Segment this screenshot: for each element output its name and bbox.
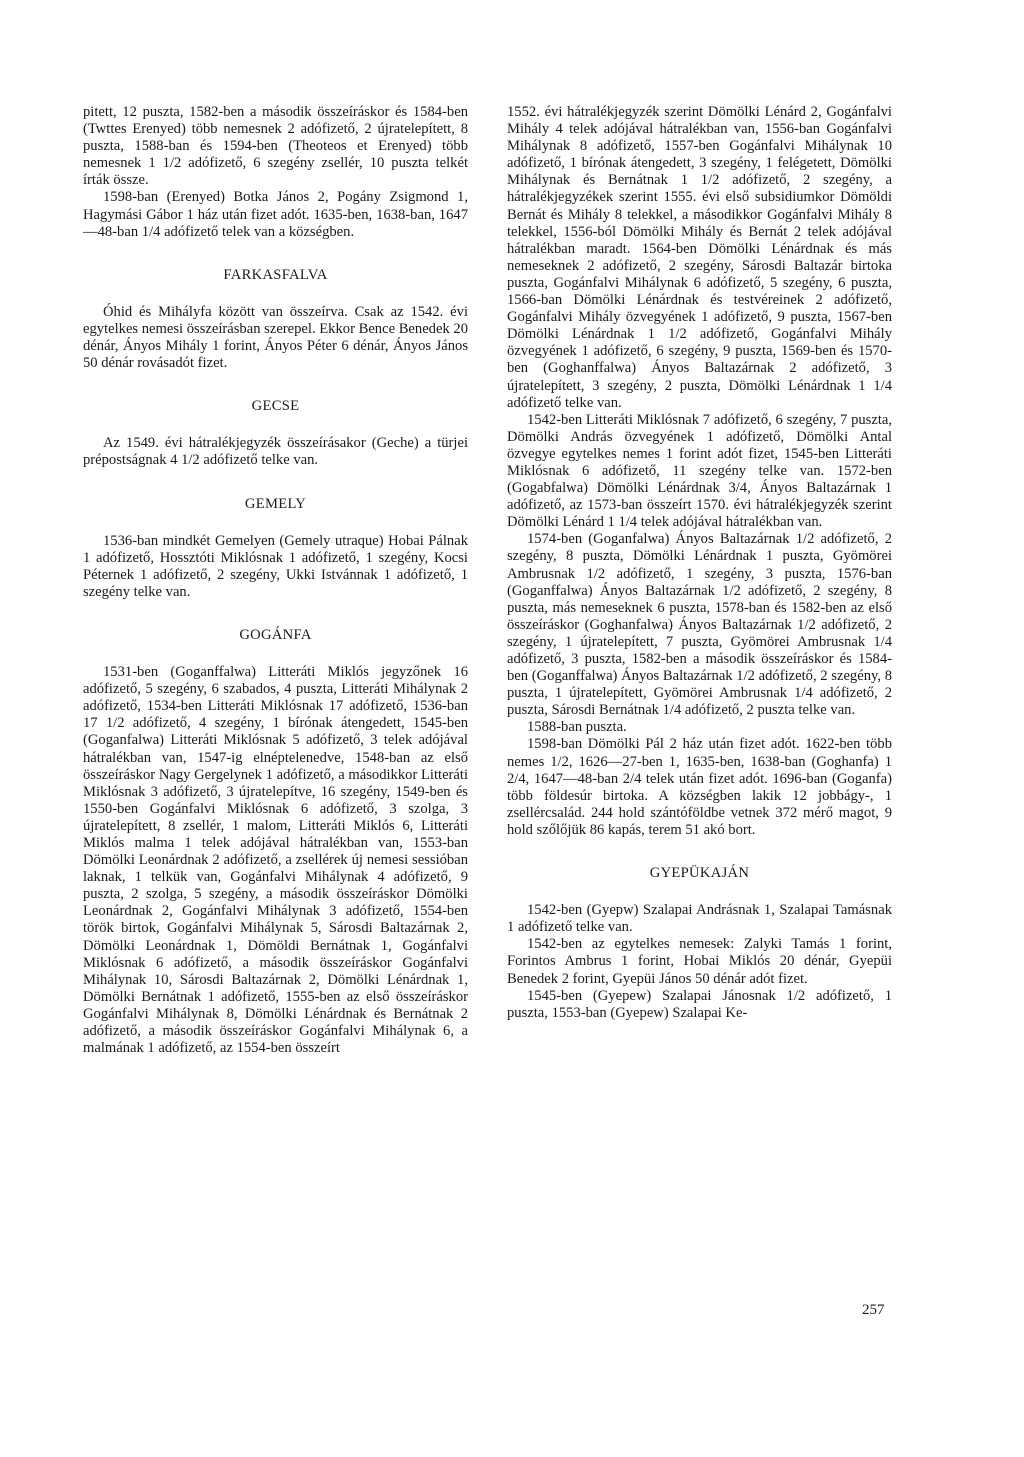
section-heading-gyepukajan: GYEPÜKAJÁN [649, 865, 750, 882]
paragraph: 1536-ban mindkét Gemelyen (Gemely utraque) Hobai Pálnak 1 adófizető, Hossztóti Miklósnak 1 adófizető, 1 szegény, Kocsi Péternek 1 adófizető, 2 szegény, Ukki Istvánnak 1 adófizető, 1 szegény telke van. [83, 532, 468, 600]
paragraph: 1531-ben (Goganffalwa) Litteráti Miklós jegyzőnek 16 adófizető, 5 szegény, 6 szabados, 4 puszta, Litteráti Mihálynak 2 adófizető, 1534-ben Litteráti Miklósnak 17 adófizető, 1536-ban 17 1/2 adófizető, 4 szegény, 1 bírónak átengedett, 1545-ben (Goganfalwa) Litteráti Miklósnak 5 adófizető, 3 telek adójával hátralékban van, 1547-ig elnéptelenedve, 1548-ban az első összeíráskor Nagy Gergelynek 1 adófizető, a másodikkor Litteráti Miklósnak 3 adófizető, 3 újratelepítve, 16 szegény, 1549-ben és 1550-ben Gogánfalvi Miklósnak 6 adófizető, 3 szolga, 3 újratelepített, 8 zsellér, 1 malom, Litteráti Miklós 6, Litteráti Miklós malma 1 telek adójával hátralékban van, 1553-ban Dömölki Leonárdnak 2 adófizető, a zsellérek új nemesi sessióban laknak, 1 telkük van, Gogánfalvi Mihálynak 4 adófizető, 9 puszta, 2 szolga, 5 szegény, a második összeíráskor Dömölki Leonárdnak 2, Gogánfalvi Mihálynak 3 adófizető, 1554-ben török birtok, Gogánfalvi Mihálynak 5, Sárosdi Baltazárnak 2, Dömölki Leonárdnak 1, Dömöldi Bernátnak 1, Gogánfalvi Miklósnak 6 adófizető, a második összeíráskor Gogánfalvi Mihálynak 10, Sárosdi Baltazárnak 2, Dömölki Lénárdnak 1, Dömölki Bernátnak 1 adófizető, 1555-ben az első összeíráskor Gogánfalvi Mihálynak 8, Dömölki Lénárdnak és Bernátnak 2 adófizető, a második összeíráskor Gogánfalvi Mihálynak 6, a malmának 1 adófizető, az 1554-ben összeírt [83, 664, 468, 1057]
paragraph: Óhid és Mihályfa között van összeírva. Csak az 1542. évi egytelkes nemesi összeírásban szerepel. Ekkor Bence Benedek 20 dénár, Ányos Mihály 1 forint, Ányos Péter 6 dénár, Ányos János 50 dénár rovásadót fizet. [83, 303, 468, 372]
left-column [83, 104, 468, 1057]
right-column [507, 104, 892, 1022]
paragraph: 1542-ben az egytelkes nemesek: Zalyki Tamás 1 forint, Forintos Ambrus 1 forint, Hobai Miklós 20 dénár, Gyepüi Benedek 2 forint, Gyepüi János 50 dénár adót fizet. [507, 936, 892, 987]
paragraph: 1598-ban Dömölki Pál 2 ház után fizet adót. 1622-ben több nemes 1/2, 1626—27-ben 1, 1635-ben, 1638-ban (Goghanfa) 1 2/4, 1647—48-ban 2/4 telek után fizet adót. 1696-ban (Goganfa) több földesúr birtoka. A községben lakik 12 jobbágy-, 1 zsellércsalád. 244 hold szántóföldbe vetnek 372 mérő magot, 9 hold szőlőjük 86 kapás, terem 51 akó bort. [507, 736, 892, 838]
paragraph: 1552. évi hátralékjegyzék szerint Dömölki Lénárd 2, Gogánfalvi Mihály 4 telek adójával hátralékban van, 1556-ban Gogánfalvi Mihálynak 8 adófizető, 1557-ben Gogánfalvi Mihálynak 10 adófizető, 1 bírónak átengedett, 3 szegény, 1 felégetett, Dömölki Mihálynak és Bernátnak 1 1/2 adófizető, 2 szegény, a hátralékjegyzékek szerint 1555. évi első subsidiumkor Dömöldi Bernát és Mihály 8 telekkel, a másodikkor Gogánfalvi Mihály 8 telekkel, 1556-ból Dömölki Mihály és Bernát 2 telek adójával hátralékban maradt. 1564-ben Dömölki Lénárdnak és más nemeseknek 2 adófizető, 2 szegény, Sárosdi Baltazár birtoka puszta, Gogánfalvi Mihálynak 6 adófizető, 5 szegény, 6 puszta, 1566-ban Dömölki Lénárdnak és testvéreinek 2 adófizető, Gogánfalvi Mihály özvegyének 1 adófizető, 9 puszta, 1567-ben Dömölki Lénárdnak 1 1/2 adófizető, Gogánfalvi Mihály özvegyének 1 adófizető, 6 szegény, 9 puszta, 1569-ben és 1570-ben (Goghanffalwa) Ányos Baltazárnak 2 adófizető, 3 újratelepített, 3 szegény, 2 puszta, Dömölki Lénárdnak 1 1/4 adófizető telke van. [507, 104, 892, 411]
section-heading-gemely: GEMELY [244, 495, 307, 512]
paragraph: Az 1549. évi hátralékjegyzék összeírásakor (Geche) a türjei prépostságnak 4 1/2 adófizető telke van. [83, 435, 468, 469]
page-number: 257 [862, 1302, 885, 1318]
paragraph: 1588-ban puszta. [527, 719, 627, 736]
section-heading-farkasfalva: FARKASFALVA [223, 266, 328, 283]
paragraph: 1598-ban (Erenyed) Botka János 2, Pogány Zsigmond 1, Hagymási Gábor 1 ház után fizet adót. 1635-ben, 1638-ban, 1647—48-ban 1/4 adófizető telek van a községben. [83, 189, 468, 240]
section-heading-goganfa: GOGÁNFA [239, 626, 312, 643]
paragraph: pitett, 12 puszta, 1582-ben a második összeíráskor és 1584-ben (Twttes Erenyed) több nemesnek 2 adófizető, 2 újratelepített, 8 puszta, 1588-ban és 1594-ben (Theoteos et Erenyed) több nemesnek 1 1/2 adófizető, 6 szegény zsellér, 10 puszta telkét írták össze. [83, 104, 468, 189]
paragraph: 1574-ben (Goganfalwa) Ányos Baltazárnak 1/2 adófizető, 2 szegény, 8 puszta, Dömölki Lénárdnak 1 puszta, Gyömörei Ambrusnak 1/2 adófizető, 1 szegény, 3 puszta, 1576-ban (Goganffalwa) Ányos Baltazárnak 1/2 adófizető, 2 szegény, 8 puszta, más nemeseknek 6 puszta, 1578-ban és 1582-ben az első összeíráskor (Goghanfalwa) Ányos Baltazárnak 1/2 adófizető, 2 szegény, 1 újratelepített, 7 puszta, Gyömörei Ambrusnak 1/4 adófizető, 3 puszta, 1582-ben a második összeíráskor és 1584-ben (Goganffalwa) Ányos Baltazárnak 1/2 adófizető, 2 szegény, 8 puszta, 1 újratelepített, Gyömörei Ambrusnak 1/4 adófizető, 2 puszta, Sárosdi Bernátnak 1/4 adófizető, 2 puszta telke van. [507, 531, 892, 719]
section-heading-gecse: GECSE [251, 398, 300, 415]
paragraph: 1545-ben (Gyepew) Szalapai Jánosnak 1/2 adófizető, 1 puszta, 1553-ban (Gyepew) Szalapai Ke- [507, 987, 892, 1021]
paragraph: 1542-ben Litteráti Miklósnak 7 adófizető, 6 szegény, 7 puszta, Dömölki András özvegyének 1 adófizető, Dömölki Antal özvegye egytelkes nemes 1 forint adót fizet, 1545-ben Litteráti Miklósnak 6 adófizető, 11 szegény telke van. 1572-ben (Gogabfalwa) Dömölki Lénárdnak 3/4, Ányos Baltazárnak 1 adófizető, az 1573-ban összeírt 1570. évi hátralékjegyzék szerint Dömölki Lénárd 1 1/4 telek adójával hátralékban van. [507, 411, 892, 531]
paragraph: 1542-ben (Gyepw) Szalapai Andrásnak 1, Szalapai Tamásnak 1 adófizető telke van. [507, 902, 892, 936]
